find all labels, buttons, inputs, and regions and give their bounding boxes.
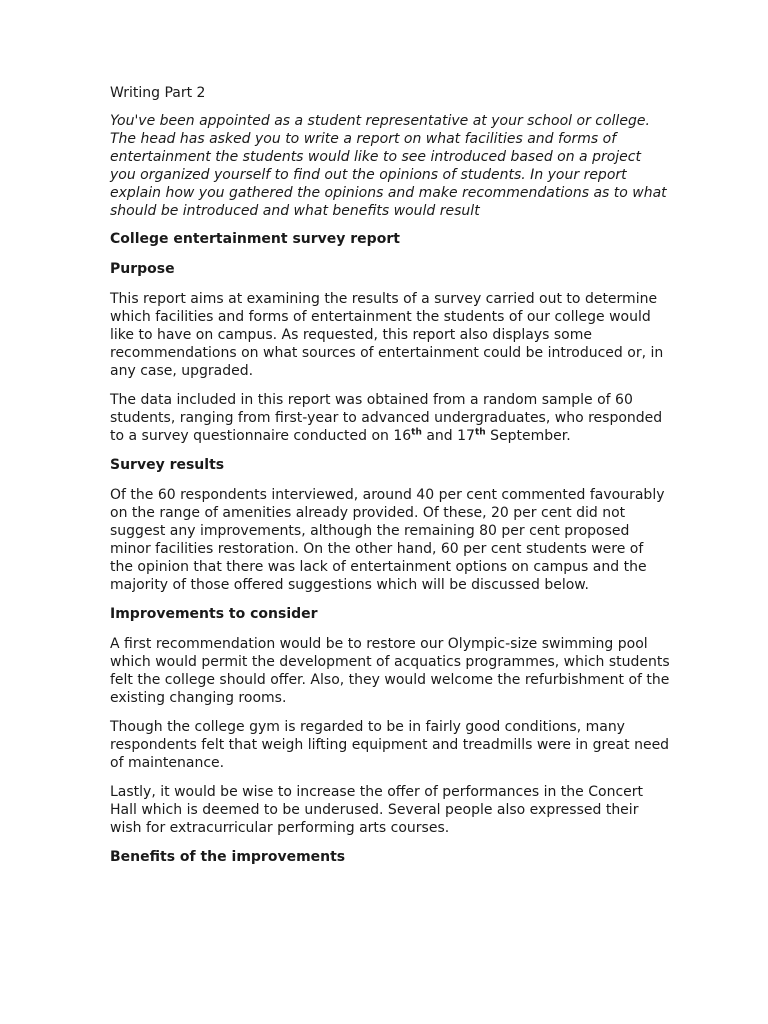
document-page xyxy=(110,84,670,878)
improvements-heading: Improvements to consider xyxy=(110,606,318,622)
purpose-paragraph-1: This report aims at examining the results of a survey carried out to determine which facilities and forms of entertainment the students of our college would like to have on campus. As requested, this report also displays some recommendations on what sources of entertainment could be introduced or, in any case, upgraded. xyxy=(110,291,664,379)
purpose-paragraph-2 xyxy=(110,391,670,445)
task-prompt: You've been appointed as a student representative at your school or college. The head has asked you to write a report on what facilities and forms of entertainment the students would like to see introduced based on a project you organized yourself to find out the opinions of students. In your report explain how you gathered the opinions and make recommendations as to what should be introduced and what benefits would result xyxy=(110,113,667,219)
survey-results-heading: Survey results xyxy=(110,457,225,473)
purpose-p2-mid: and 17 xyxy=(421,428,475,444)
improvements-paragraph-2: Though the college gym is regarded to be in fairly good conditions, many respondents felt that weigh lifting equipment and treadmills were in great need of maintenance. xyxy=(110,719,670,771)
improvements-paragraph-1: A first recommendation would be to restore our Olympic-size swimming pool which would permit the development of acquatics programmes, which students felt the college should offer. Also, they would welcome the refurbishment of the existing changing rooms. xyxy=(110,636,670,706)
ordinal-suffix-2: th xyxy=(474,427,486,438)
improvements-paragraph-3: Lastly, it would be wise to increase the offer of performances in the Concert Hall which is deemed to be underused. Several people also expressed their wish for extracurricular performing arts courses. xyxy=(110,784,644,836)
purpose-heading: Purpose xyxy=(110,261,175,277)
writing-part-label: Writing Part 2 xyxy=(110,85,206,101)
purpose-p2-start: The data included in this report was obtained from a random sample of 60 students, ranging from first-year to advanced undergraduates, who responded to a survey questionnaire conducted on 16 xyxy=(110,392,663,444)
survey-results-paragraph: Of the 60 respondents interviewed, around 40 per cent commented favourably on the range of amenities already provided. Of these, 20 per cent did not suggest any improvements, although the remaining 80 per cent proposed minor facilities restoration. On the other hand, 60 per cent students were of the opinion that there was lack of entertainment options on campus and the majority of those offered suggestions which will be discussed below. xyxy=(110,487,665,593)
report-title: College entertainment survey report xyxy=(110,231,400,247)
benefits-heading: Benefits of the improvements xyxy=(110,849,346,865)
ordinal-suffix-1: th xyxy=(411,427,422,438)
purpose-p2-end: September. xyxy=(485,428,571,444)
